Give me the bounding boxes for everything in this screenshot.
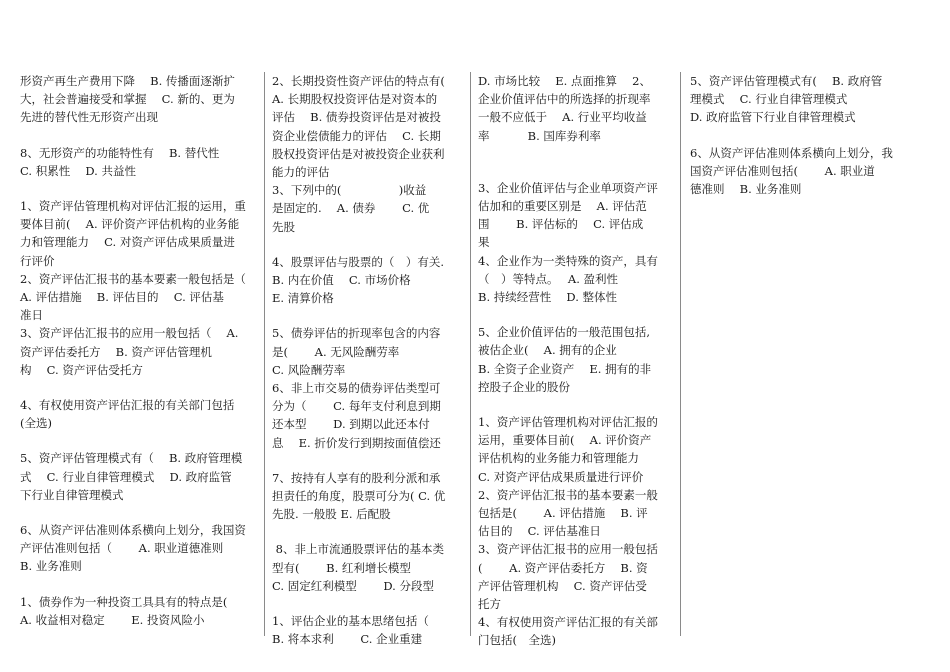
text-block: 1、债券作为一种投资工具具有的特点是( A. 收益相对稳定 E. 投资风险小 <box>20 594 228 627</box>
text-block: 5、资产评估管理模式有（ B. 政府管理模 式 C. 行业自律管理模式 D. 政府监管 下行业自律管理模式 <box>20 451 243 502</box>
column-3 <box>478 72 668 650</box>
column-divider-3 <box>680 72 681 636</box>
text-block: 7、按持有人享有的股利分派和承 担责任的角度，股票可分为( C. 优 先股. 一般股 E. 后配股 <box>272 470 446 522</box>
text-block: 5、债券评估的折现率包含的内容 是( A. 无风险酬劳率 C. 风险酬劳率 6、非上市交易的债券评估类型可 分为（ C. 每年支付利息到期 还本型 D. 到期以此还本付 息 E. 折价发行到期按面值偿还 <box>272 326 441 450</box>
text-block: 形资产再生产费用下降 B. 传播面逐渐扩 大，社会普遍接受和掌握 C. 新的、更为 先进的替代性无形资产出现 <box>20 74 235 125</box>
column-4 <box>690 72 905 198</box>
text-block: D. 市场比较 E. 点面推算 2、 企业价值评估中的所选择的折现率 一般不应低于 A. 行业平均收益 率 B. 国库券利率 <box>478 74 651 143</box>
text-block: 5、资产评估管理模式有( B. 政府管 理模式 C. 行业自律管理模式 D. 政府监管下行业自律管理模式 <box>690 74 883 125</box>
text-block: 5、企业价值评估的一般范围包括, 被估企业( A. 拥有的企业 B. 全资子企业资产 E. 拥有的非 控股子企业的股份 <box>478 325 652 394</box>
text-block: 3、企业价值评估与企业单项资产评 估加和的重要区别是 A. 评估范 围 B. 评估标的 C. 评估成 果 4、企业作为一类特殊的资产，具有 （ ）等特点。 A. 盈利性 B. 持续经营性 D. 整体性 <box>478 180 658 305</box>
text-block: 8、无形资产的功能特性有 B. 替代性 C. 积累性 D. 共益性 <box>20 145 220 178</box>
text-block: 1、资产评估管理机构对评估汇报的 运用，重要体目前( A. 评价资产 评估机构的业务能力和管理能力 C. 对资产评估成果质量进行评价 2、资产评估汇报书的基本要素一般 包括是( A. 评估措施 B. 评 估目的 C. 评估基准日 3、资产评估汇报书的应用一般包括 ( A. 资产评估委托方 B. 资 产评估管理机构 C. 资产评估受 托方 4、有权使用资产评估汇报的有关部 门包括( 全选) <box>478 415 658 648</box>
text-block: 1、资产评估管理机构对评估汇报的运用，重 要体目前( A. 评价资产评估机构的业务能 力和管理能力 C. 对资产评估成果质量进 行评价 2、资产评估汇报书的基本要素一般包括是（ A. 评估措施 B. 评估目的 C. 评估基 准日 3、资产评估汇报书的应用一般包括（ A. 资产评估委托方 B. 资产评估管理机 构 C. 资产评估受托方 <box>20 199 246 377</box>
text-block: 4、股票评估与股票的（ ）有关. B. 内在价值 C. 市场价格 E. 清算价格 <box>272 254 444 306</box>
text-block: 1、评估企业的基本思绪包括（ B. 将本求利 C. 企业重建 <box>272 614 429 647</box>
text-block: 8、非上市流通股票评估的基本类 型有( B. 红利增长模型 C. 固定红利模型 D. 分段型 <box>272 542 444 593</box>
text-block: 4、有权使用资产评估汇报的有关部门包括 (全选) <box>20 398 235 431</box>
column-divider-2 <box>470 72 471 636</box>
column-1 <box>20 72 256 629</box>
text-block: 6、从资产评估准则体系横向上划分，我 国资产评估准则包括( A. 职业道 德准则 B. 业务准则 <box>690 145 893 197</box>
text-block: 2、长期投资性资产评估的特点有( A. 长期股权投资评估是对资本的 评估 B. 债券投资评估是对被投 资企业偿债能力的评估 C. 长期 股权投资评估是对被投资企业获利 能力的评估 3、下列中的( )收益 是固定的. A. 债券 C. 优 先股 <box>272 74 445 234</box>
column-divider-1 <box>264 72 265 636</box>
column-2 <box>272 72 462 648</box>
text-block: 6、从资产评估准则体系横向上划分，我国资 产评估准则包括（ A. 职业道德准则 B. 业务准则 <box>20 523 246 574</box>
